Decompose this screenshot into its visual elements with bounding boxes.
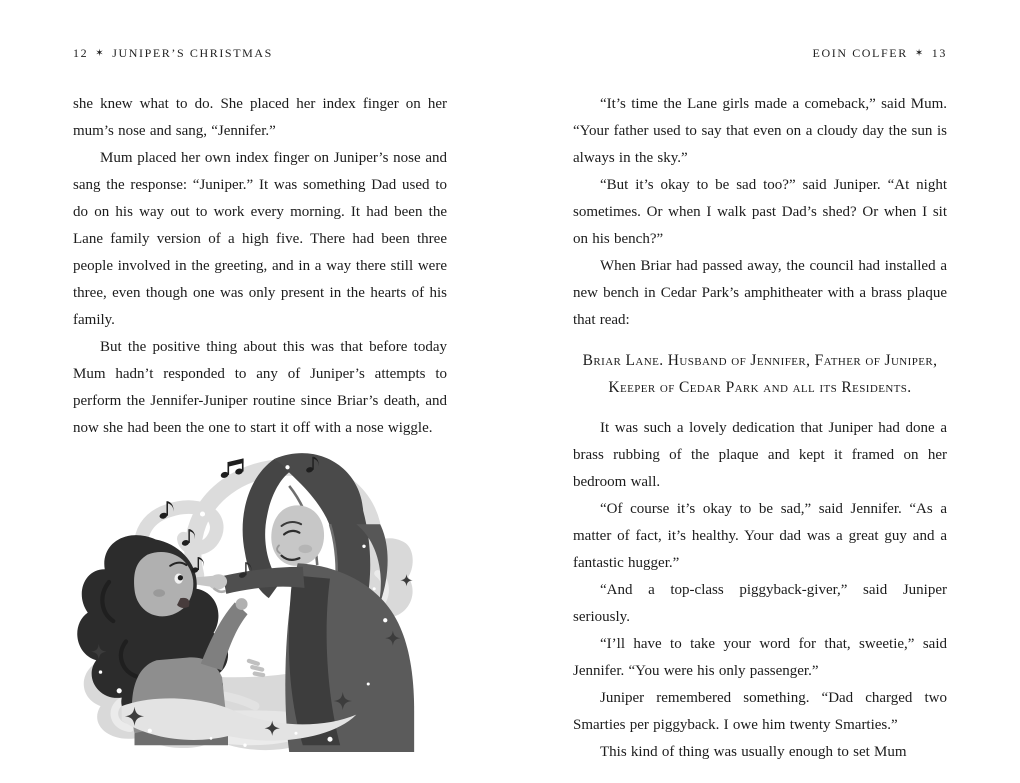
paragraph: she knew what to do. She placed her index finger on her mum’s nose and sang, “Jennifer.”: [73, 96, 447, 139]
plaque-line: Keeper of Cedar Park and all its Residents.: [608, 379, 912, 396]
left-page: [73, 46, 447, 783]
right-page: [573, 46, 947, 783]
right-page-text: [573, 91, 947, 766]
left-page-number: 12: [73, 46, 89, 60]
right-running-header: [573, 46, 947, 61]
illustration: [75, 446, 415, 752]
paragraph: “But it’s okay to be sad too?” said Juniper. “At night sometimes. Or when I walk past Dad’s shed? Or when I sit on his bench?”: [573, 177, 947, 247]
paragraph: Mum placed her own index finger on Juniper’s nose and sang the response: “Juniper.” It was something Dad used to do on his way out to work every morning. It had been the Lane family version of a high five. There had been three people involved in the greeting, and in a way there still were three, even though one was only present in the hearts of his family.: [73, 150, 447, 328]
plaque-dedication: [573, 347, 947, 401]
right-page-number: 13: [931, 46, 947, 60]
left-running-header: [73, 46, 447, 61]
star-icon: ✶: [914, 48, 925, 59]
paragraph: “I’ll have to take your word for that, sweetie,” said Jennifer. “You were his only passenger.”: [573, 636, 947, 679]
plaque-line: Briar Lane. Husband of Jennifer, Father of Juniper,: [582, 352, 938, 369]
paragraph: Juniper remembered something. “Dad charged two Smarties per piggyback. I owe him twenty Smarties.”: [573, 690, 947, 733]
paragraph: It was such a lovely dedication that Juniper had done a brass rubbing of the plaque and kept it framed on her bedroom wall.: [573, 420, 947, 490]
paragraph: But the positive thing about this was that before today Mum hadn’t responded to any of Juniper’s attempts to perform the Jennifer-Juniper routine since Briar’s death, and now she had been the one to start it off with a nose wiggle.: [73, 339, 447, 436]
author-name: EOIN COLFER: [812, 46, 908, 60]
paragraph: “Of course it’s okay to be sad,” said Jennifer. “As a matter of fact, it’s healthy. Your dad was a great guy and a fantastic hugger.”: [573, 501, 947, 571]
paragraph: “It’s time the Lane girls made a comeback,” said Mum. “Your father used to say that even on a cloudy day the sun is always in the sky.”: [573, 96, 947, 166]
left-page-text: [73, 91, 447, 442]
star-icon: ✶: [95, 48, 106, 59]
book-title: JUNIPER’S CHRISTMAS: [112, 46, 273, 60]
paragraph: “And a top-class piggyback-giver,” said Juniper seriously.: [573, 582, 947, 625]
paragraph: When Briar had passed away, the council had installed a new bench in Cedar Park’s amphitheater with a brass plaque that read:: [573, 258, 947, 328]
paragraph: This kind of thing was usually enough to set Mum: [600, 744, 907, 760]
